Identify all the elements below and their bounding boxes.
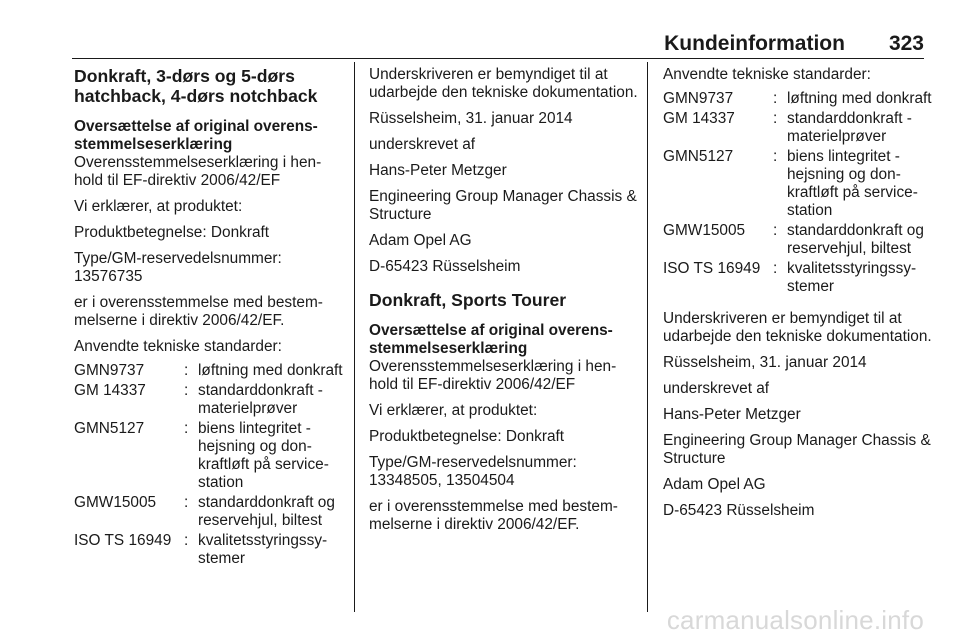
authorized-text: Underskriveren er bemyndiget til at udarbejde den tekniske dokumentation. xyxy=(369,66,638,101)
standard-desc: biens lintegritet - hejsning og donkraftløft på servicestation xyxy=(198,420,329,491)
declare-text: Vi erklærer, at produktet: xyxy=(369,402,538,419)
standard-desc: løftning med donkraft xyxy=(787,90,932,107)
standard-sep: : xyxy=(184,494,189,511)
standard-sep: : xyxy=(773,148,778,165)
parts-text xyxy=(369,454,639,490)
place-date: Rüsselsheim, 31. januar 2014 xyxy=(369,110,573,127)
table-row xyxy=(663,222,933,260)
standard-code: GMN5127 xyxy=(74,420,145,437)
signed-by: underskrevet af xyxy=(663,380,770,397)
section-subhead: Oversættelse af original overensstemmelseserklæring xyxy=(74,118,318,153)
page-title: Kundeinformation xyxy=(664,32,845,55)
standard-sep: : xyxy=(184,382,189,399)
standard-sep: : xyxy=(773,260,778,277)
table-row xyxy=(663,90,933,110)
signed-by: underskrevet af xyxy=(369,136,476,153)
signer-name: Hans-Peter Metzger xyxy=(663,406,801,423)
section-subhead: Oversættelse af original overensstemmelseserklæring xyxy=(369,322,613,357)
company-name: Adam Opel AG xyxy=(369,232,472,249)
standard-desc: biens lintegritet - hejsning og donkraftløft på servicestation xyxy=(787,148,918,219)
parts-text xyxy=(74,250,344,286)
standard-code: GM 14337 xyxy=(74,382,146,399)
table-row xyxy=(74,420,344,494)
standard-desc: standarddonkraft og reservehjul, biltest xyxy=(198,494,335,529)
page-header xyxy=(36,26,924,56)
standard-desc: standarddonkraft - materielprøver xyxy=(787,110,912,145)
standard-code: ISO TS 16949 xyxy=(74,532,172,549)
company-address: D-65423 Rüsselsheim xyxy=(663,502,815,519)
company-name: Adam Opel AG xyxy=(663,476,766,493)
declare-text: Vi erklærer, at produktet: xyxy=(74,198,243,215)
parts-label: Type/GM-reservedelsnummer: xyxy=(369,454,577,471)
standard-sep: : xyxy=(184,420,189,437)
standard-code: GMN9737 xyxy=(74,362,145,379)
parts-number: 13576735 xyxy=(74,268,143,285)
intro-text: Overensstemmelseserklæring i henhold til EF-direktiv 2006/42/EF xyxy=(369,358,617,393)
authorized-text: Underskriveren er bemyndiget til at udarbejde den tekniske dokumentation. xyxy=(663,310,932,345)
standards-table xyxy=(74,362,344,570)
standard-sep: : xyxy=(184,532,189,549)
company-address: D-65423 Rüsselsheim xyxy=(369,258,521,275)
standard-code: GMW15005 xyxy=(663,222,746,239)
table-row xyxy=(74,362,344,382)
standard-sep: : xyxy=(773,90,778,107)
table-row xyxy=(663,148,933,222)
standard-sep: : xyxy=(773,222,778,239)
header-rule xyxy=(72,58,924,59)
standard-code: GMN9737 xyxy=(663,90,734,107)
table-row xyxy=(74,494,344,532)
conformity-text: er i overensstemmelse med bestemmelserne i direktiv 2006/42/EF. xyxy=(369,498,618,533)
section-heading: Donkraft, Sports Tourer xyxy=(369,290,567,310)
column-divider xyxy=(354,62,355,612)
table-row xyxy=(74,382,344,420)
standards-label: Anvendte tekniske standarder: xyxy=(663,66,871,83)
column-3 xyxy=(663,66,933,528)
intro-text: Overensstemmelseserklæring i henhold til EF-direktiv 2006/42/EF xyxy=(74,154,322,189)
standard-desc: kvalitetsstyringssystemer xyxy=(198,532,328,567)
standards-label: Anvendte tekniske standarder: xyxy=(74,338,282,355)
conformity-text: er i overensstemmelse med bestemmelserne i direktiv 2006/42/EF. xyxy=(74,294,323,329)
standard-desc: kvalitetsstyringssystemer xyxy=(787,260,917,295)
column-1 xyxy=(74,66,344,578)
standard-desc: standarddonkraft og reservehjul, biltest xyxy=(787,222,924,257)
column-divider xyxy=(647,62,648,612)
table-row xyxy=(663,260,933,298)
product-text: Produktbetegnelse: Donkraft xyxy=(369,428,565,445)
signer-title: Engineering Group Manager Chassis & Structure xyxy=(369,188,637,223)
signer-name: Hans-Peter Metzger xyxy=(369,162,507,179)
page-number: 323 xyxy=(888,32,924,55)
standard-code: GM 14337 xyxy=(663,110,735,127)
standard-sep: : xyxy=(184,362,189,379)
table-row xyxy=(74,532,344,570)
product-text: Produktbetegnelse: Donkraft xyxy=(74,224,270,241)
standard-code: ISO TS 16949 xyxy=(663,260,761,277)
standard-code: GMN5127 xyxy=(663,148,734,165)
parts-number: 13348505, 13504504 xyxy=(369,472,515,489)
watermark: carmanualsonline.info xyxy=(666,605,924,635)
standard-sep: : xyxy=(773,110,778,127)
standard-desc: løftning med donkraft xyxy=(198,362,343,379)
signer-title: Engineering Group Manager Chassis & Structure xyxy=(663,432,931,467)
section-heading: Donkraft, 3-dørs og 5-dørs hatchback, 4-dørs notchback xyxy=(74,66,318,106)
column-2 xyxy=(369,66,639,542)
standard-desc: standarddonkraft - materielprøver xyxy=(198,382,323,417)
standards-table xyxy=(663,90,933,298)
parts-label: Type/GM-reservedelsnummer: xyxy=(74,250,282,267)
table-row xyxy=(663,110,933,148)
standard-code: GMW15005 xyxy=(74,494,157,511)
place-date: Rüsselsheim, 31. januar 2014 xyxy=(663,354,867,371)
